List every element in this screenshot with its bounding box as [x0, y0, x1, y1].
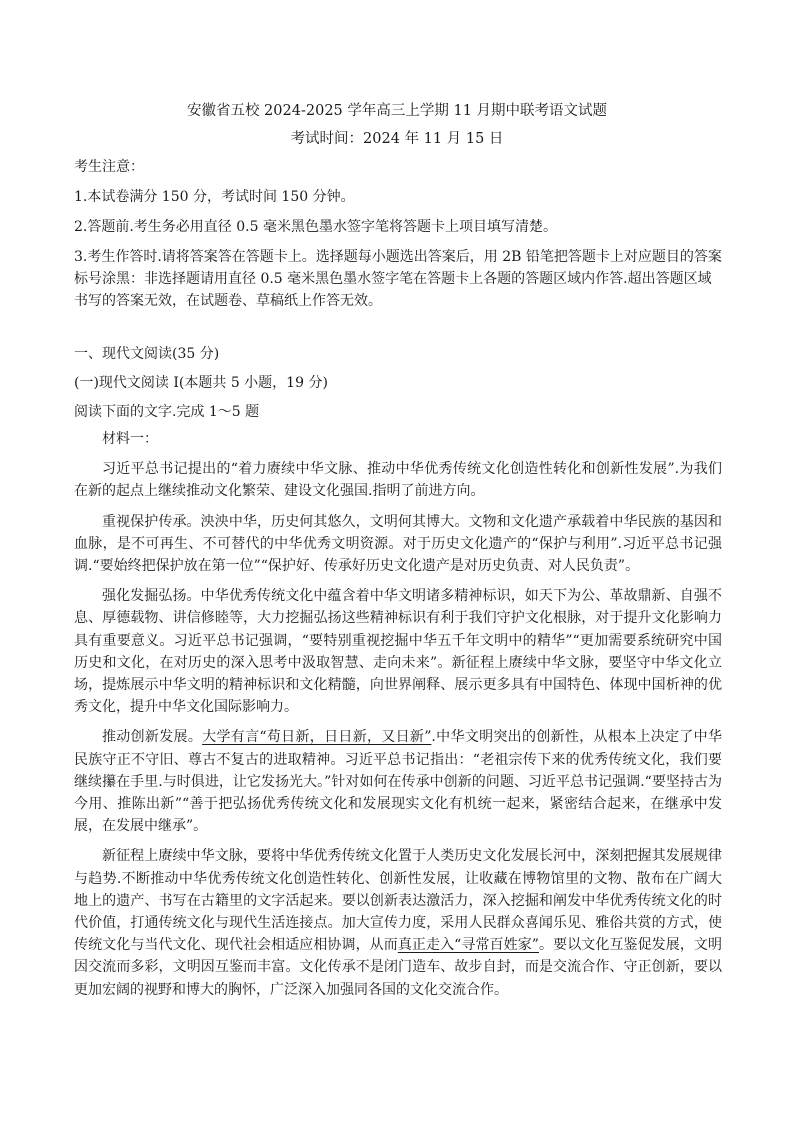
- p4-rest: .中华文明突出的创新性，从根本上决定了中华民族守正不守旧、尊古不复古的进取精神。习近平总书记指出：“老祖宗传下来的优秀传统文化，我们要继续攥在手里.与时俱进，让它发扬光大。”针对如何在传承中创新的问题、习近平总书记强调.“要坚持古为今用、推陈出新”“善于把弘扬优秀传统文化和发展现实文化有机统一起来，紧密结合起来，在继承中发展，在发展中继承”。: [74, 729, 722, 835]
- note-item-2: 2.答题前.考生务必用直径 0.5 毫米黑色墨水签字笔将答题卡上项目填写清楚。: [74, 219, 557, 235]
- p4-underlined-quote: 大学有言“苟日新，日日新，又日新”: [202, 729, 432, 746]
- exam-time: 考试时间：2024 年 11 月 15 日: [290, 131, 504, 147]
- section-subtitle: (一)现代文阅读 I(本题共 5 小题，19 分): [74, 375, 328, 391]
- p5-lead: 新征程上赓续中华文脉，要将中华优秀传统文化置于人类历史文化发展长河中，深刻把握其发展规律与趋势.不断推动中华优秀传统文化创造性转化、创新性发展，让收藏在博物馆里的文物、散布在广阔大地上的遗产、书写在古籍里的文字活起来。要以创新表达激活力，深入挖掘和阐发中华优秀传统文化的时代价值，打通传统文化与现代生活连接点。加大宣传力度，采用人民群众喜闻乐见、雅俗共赏的方式，使传统文化与当代文化、现代社会相适应相协调，从而: [74, 848, 722, 954]
- note-item-3: 3.考生作答时.请将答案答在答题卡上。选择题每小题选出答案后，用 2B 铅笔把答题卡上对应题目的答案标号涂黑：非选择题请用直径 0.5 毫米黑色墨水签字笔在答题卡上各题的答题区域内作答.超出答题区域书写的答案无效，在试题卷、草稿纸上作答无效。: [74, 249, 722, 309]
- paragraph-1: 习近平总书记提出的“着力赓续中华文脉、推动中华优秀传统文化创造性转化和创新性发展”.为我们在新的起点上继续推动文化繁荣、建设文化强国.指明了前进方向。: [74, 461, 722, 500]
- paragraph-2: 重视保护传承。泱泱中华，历史何其悠久，文明何其博大。文物和文化遗产承载着中华民族的基因和血脉，是不可再生、不可替代的中华优秀文明资源。对于历史文化遗产的“保护与利用”.习近平总书记强调.“要始终把保护放在第一位”“保护好、传承好历史文化遗产是对历史负责、对人民负责”。: [74, 513, 722, 575]
- paragraph-5: [74, 845, 722, 1000]
- p5-rest: 。要以文化互鉴促发展，文明因交流而多彩，文明因互鉴而丰富。文化传承不是闭门造车、故步自封，而是交流合作、守正创新，要以更加宏阔的视野和博大的胸怀，广泛深入加强同各国的文化交流合作。: [74, 937, 723, 998]
- candidate-notes: [74, 156, 722, 320]
- paragraph-4: [74, 726, 722, 837]
- paragraph-3: 强化发掘弘扬。中华优秀传统文化中蕴含着中华文明诸多精神标识，如天下为公、革故鼎新、自强不息、厚德载物、讲信修睦等，大力挖掘弘扬这些精神标识有利于我们守护文化根脉，对于提升文化影响力具有重要意义。习近平总书记强调，“要特别重视挖掘中华五千年文明中的精华”“更加需要系统研究中国历史和文化，在对历史的深入思考中汲取智慧、走向未来”。新征程上赓续中华文脉，要坚守中华文化立场，提炼展示中华文明的精神标识和文化精髓，向世界阐释、展示更多具有中国特色、体现中国析神的优秀文化，提升中华文化国际影响力。: [74, 588, 722, 716]
- section-title: 一、现代文阅读(35 分): [74, 346, 220, 362]
- material-label: 材料一：: [102, 431, 158, 447]
- p5-underlined-phrase: 真正走入“寻常百姓家”: [397, 937, 539, 954]
- notes-heading: 考生注意：: [74, 159, 144, 175]
- exam-title: 安徽省五校 2024-2025 学年高三上学期 11 月期中联考语文试题: [186, 103, 608, 119]
- note-item-1: 1.本试卷满分 150 分，考试时间 150 分钟。: [74, 189, 355, 205]
- p4-lead: 推动创新发展。: [102, 729, 203, 746]
- passage: [74, 428, 722, 1009]
- section-instruction: 阅读下面的文字.完成 1～5 题: [74, 404, 260, 420]
